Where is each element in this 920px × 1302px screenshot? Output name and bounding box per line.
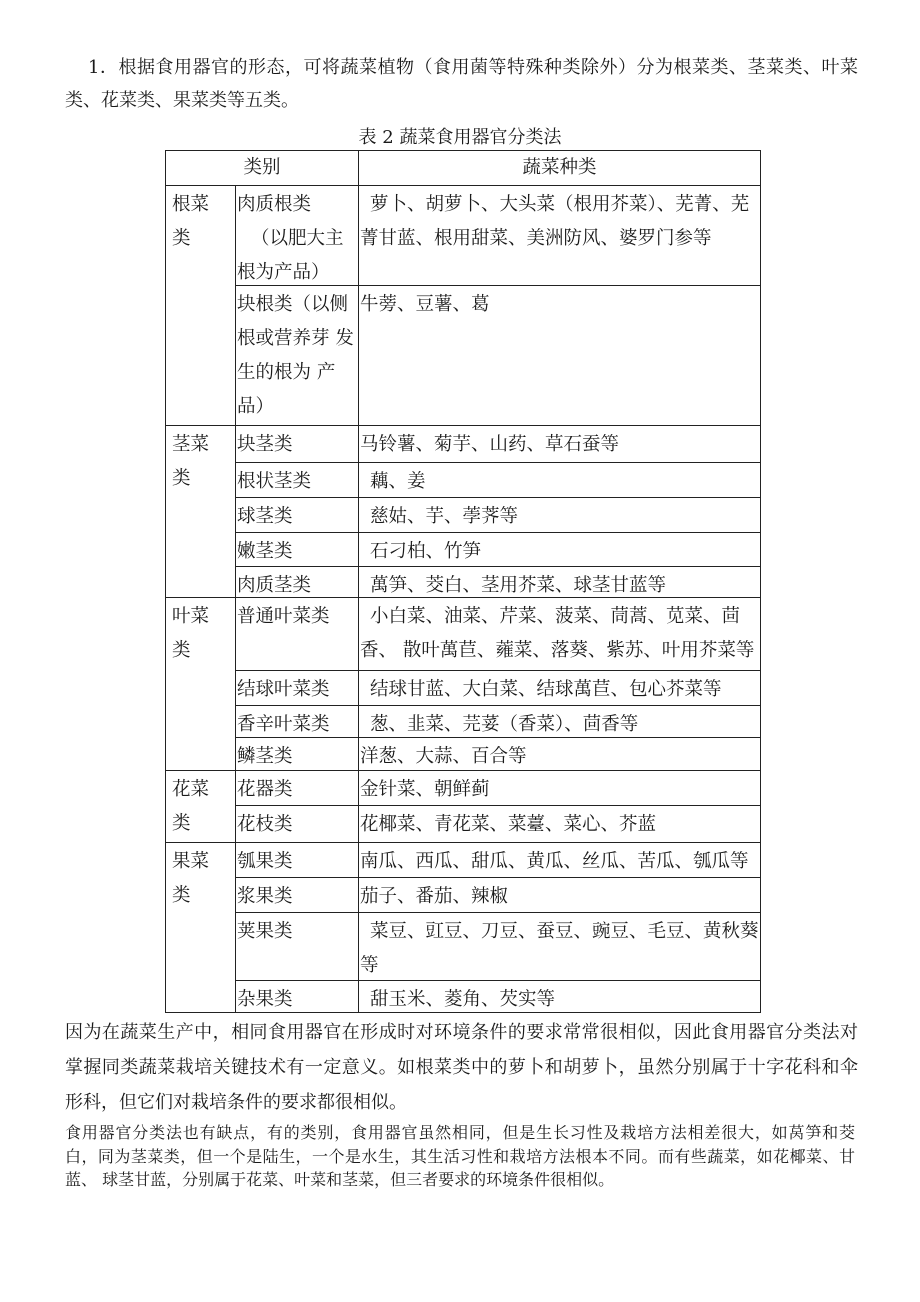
cell-line: 类 [172,813,191,834]
cell-line: 牛蒡、豆薯、葛 [360,294,490,315]
species-cell [359,498,761,533]
cell-line: 慈姑、芋、荸荠等 [370,506,519,527]
cell-line: 萬笋、茭白、茎用芥菜、球茎甘蓝等 [370,575,667,596]
text-line: 形科，但它们对栽培条件的要求都很相似。 [65,1092,407,1113]
type-cell: 普通叶菜类 [236,598,359,671]
cell-line: 甜玉米、菱角、芡实等 [370,989,556,1010]
discussion-paragraph [65,1015,858,1120]
cell-line: 根菜 [172,194,210,215]
cell-line: 茎菜 [172,434,210,455]
intro-paragraph [65,51,858,117]
cell-line: 品） [237,396,275,417]
type-cell: 球茎类 [236,498,359,533]
cell-line: 类 [172,885,191,906]
type-cell: 块茎类 [236,426,359,463]
species-cell [359,463,761,498]
drawback-paragraph [65,1121,855,1192]
cell-line: 肉质根类 [237,194,312,215]
species-cell [359,706,761,738]
category-cell-leaf [166,598,236,771]
type-cell: 香辛叶菜类 [236,706,359,738]
category-cell-stem [166,426,236,598]
species-cell [359,981,761,1013]
type-cell: 瓠果类 [236,843,359,878]
table-caption: 表 2 蔬菜食用器官分类法 [358,127,562,148]
text-line: 白，同为茎菜类，但一个是陆生，一个是水生，其生活习性和栽培方法根本不同。而有些蔬菜，如花椰菜、甘 [65,1146,855,1166]
cell-line: 洋葱、大蒜、百合等 [360,746,527,767]
text-line: 因为在蔬菜生产中，相同食用器官在形成时对环境条件的要求常常很相似，因此食用器官分类法对 [65,1022,858,1043]
species-cell [359,771,761,806]
species-cell [359,186,761,286]
cell-line: 类 [172,468,191,489]
type-cell [236,286,359,426]
type-cell: 杂果类 [236,981,359,1013]
cell-line: 南瓜、西瓜、甜瓜、黄瓜、丝瓜、苦瓜、瓠瓜等 [360,851,749,872]
type-cell: 浆果类 [236,878,359,913]
header-category: 类别 [166,151,359,186]
cell-line: 花椰菜、青花菜、菜薹、菜心、芥蓝 [360,814,657,835]
cell-line: 小白菜、油菜、芹菜、菠菜、茼蒿、苋菜、茴 [370,606,741,627]
cell-line: 等 [360,955,379,976]
category-cell-root [166,186,236,426]
species-cell [359,286,761,426]
classification-table [165,150,761,1013]
text-line: 掌握同类蔬菜栽培关键技术有一定意义。如根菜类中的萝卜和胡萝卜，虽然分别属于十字花科和伞 [65,1057,858,1078]
type-cell: 结球叶菜类 [236,671,359,706]
header-species: 蔬菜种类 [359,151,761,186]
type-cell: 根状茎类 [236,463,359,498]
cell-line: 类 [172,228,191,249]
cell-line: 菁甘蓝、根用甜菜、美洲防风、婆罗门参等 [360,228,712,249]
cell-line: 马铃薯、菊芋、山药、草石蚕等 [360,434,620,455]
type-cell: 荚果类 [236,913,359,981]
cell-line: 根为产品） [237,262,330,283]
cell-line: 石刁柏、竹笋 [370,541,482,562]
species-cell [359,913,761,981]
cell-line: 生的根为 产 [237,362,336,383]
category-cell-flower [166,771,236,843]
species-cell [359,843,761,878]
cell-line: 藕、姜 [370,471,426,492]
type-cell: 鳞茎类 [236,738,359,771]
cell-line: 茄子、番茄、辣椒 [360,886,509,907]
species-cell [359,426,761,463]
category-cell-fruit [166,843,236,1013]
cell-line: 萝卜、胡萝卜、大头菜（根用芥菜）、芜菁、芜 [370,194,750,215]
species-cell [359,671,761,706]
type-cell: 花器类 [236,771,359,806]
cell-line: 葱、韭菜、芫荽（香菜）、茴香等 [370,714,639,735]
species-cell [359,878,761,913]
species-cell [359,806,761,843]
species-cell [359,738,761,771]
type-cell [236,186,359,286]
text-line: 类、花菜类、果菜类等五类。 [65,90,299,111]
cell-line: 菜豆、豇豆、刀豆、蚕豆、豌豆、毛豆、黄秋葵 [370,921,759,942]
cell-line: （以肥大主 [251,228,344,249]
cell-line: 花菜 [172,779,210,800]
cell-line: 金针菜、朝鲜蓟 [360,779,490,800]
species-cell [359,567,761,598]
type-cell: 嫩茎类 [236,533,359,567]
cell-line: 果菜 [172,851,210,872]
text-line: 食用器官分类法也有缺点，有的类别，食用器官虽然相同，但是生长习性及栽培方法相差很大，如莴笋和茭 [65,1123,855,1142]
cell-line: 叶菜 [172,606,210,627]
species-cell [359,533,761,567]
cell-line: 根或营养芽 发 [237,328,354,349]
type-cell: 肉质茎类 [236,567,359,598]
text-line: 蓝、 球茎甘蓝，分别属于花菜、叶菜和茎菜，但三者要求的环境条件很相似。 [65,1170,615,1189]
cell-line: 类 [172,640,191,661]
type-cell: 花枝类 [236,806,359,843]
species-cell [359,598,761,671]
cell-line: 结球甘蓝、大白菜、结球萬苣、包心芥菜等 [370,679,722,700]
cell-line: 块根类（以侧 [237,294,349,315]
text-line: 1．根据食用器官的形态，可将蔬菜植物（食用菌等特殊种类除外）分为根菜类、茎菜类、叶菜 [88,57,858,78]
cell-line: 香、 散叶萬苣、蕹菜、落葵、紫苏、叶用芥菜等 [360,640,755,661]
